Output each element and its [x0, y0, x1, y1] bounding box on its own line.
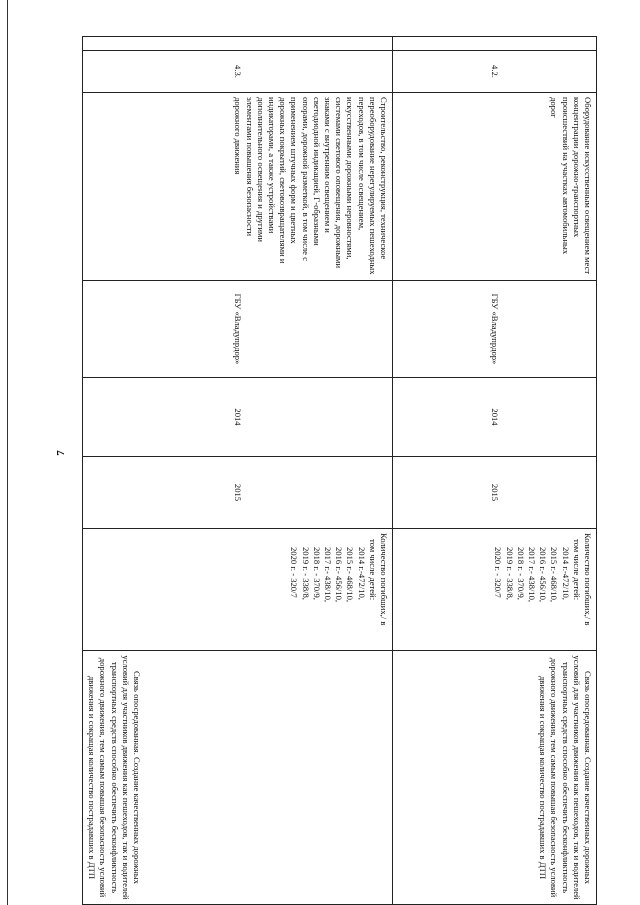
end-year-cell: 2015	[393, 457, 597, 529]
indicator-line: 2015 г.- 468/10,	[549, 547, 560, 603]
executor-cell: ГБУ «Владупрдор»	[393, 281, 597, 378]
effect-cell: Связь опосредованная. Создание качественных дорожных условий для участников движения как пешеходов, так и водителей транспортных средств способно обеспечить бесконфликтность дорожного движения, тем самым повышая безопасность условий движения и сокращая количество пострадавших в ДТП	[83, 651, 393, 905]
row-number: 4.2.	[393, 51, 597, 93]
start-year-cell: 2014	[83, 378, 393, 457]
indicator-line: 2016 г.- 456/10,	[538, 547, 549, 603]
edge-cell	[83, 37, 393, 51]
table-row	[83, 37, 393, 905]
indicator-line: 2017 г.- 438/10,	[526, 547, 537, 603]
indicator-line: 2020 г. - 320/7	[289, 547, 300, 598]
indicator-line: 2018 г. - 370/9,	[515, 547, 526, 600]
edge-cell	[393, 37, 597, 51]
indicator-line: 2014 г.-472/10,	[356, 547, 367, 600]
row-number: 4.3.	[83, 51, 393, 93]
indicator-cell	[393, 529, 597, 651]
scan-edge-line	[7, 0, 8, 905]
start-year-cell: 2014	[393, 378, 597, 457]
indicator-line: Количество погибших,/ в	[583, 533, 593, 626]
indicator-line: 2018 г. - 370/9,	[311, 547, 322, 600]
measure-cell: Строительство, реконструкция, техническое переоборудование нерегулируемых пешеходных переходов, в том числе освещением, искусственными дорожными неровностями, системами светового оповещения, дорожными знаками с внутренним освещением и светодиодной индикацией, Г-образными опорами, дорожной разметкой, в том числе с применением штучных форм и цветных дорожных покрытий, световозвращателями и индикаторами, а также устройствами дополнительного освещения и другими элементами повышения безопасности дорожного движения	[83, 93, 393, 281]
indicator-line: 2015 г.- 468/10,	[345, 547, 356, 603]
indicator-line: 2019 г. - 338/8,	[300, 547, 311, 600]
executor-cell: ГБУ «Владупрдор»	[83, 281, 393, 378]
indicator-line: Количество погибших,/ в	[379, 533, 389, 626]
indicator-line: 2016 г.- 456/10,	[334, 547, 345, 603]
indicator-line: том числе детей:	[367, 539, 378, 601]
indicator-line: 2019 г. - 338/8,	[504, 547, 515, 600]
indicator-line: 2014 г.-472/10,	[560, 547, 571, 600]
rotated-table-sheet	[77, 36, 597, 904]
indicator-line: 2017 г.- 438/10,	[322, 547, 333, 603]
table-row	[393, 37, 597, 905]
measure-cell: Оборудование искусственным освещением мест концентрации дорожно-транспортных происшествий на участках автомобильных дорог	[393, 93, 597, 281]
indicator-line: 2020 г. - 320/7	[493, 547, 504, 598]
effect-cell: Связь опосредованная. Создание качественных дорожных условий для участников движения как пешеходов, так и водителей транспортных средств способно обеспечить бесконфликтность дорожного движения, тем самым повышая безопасность условий движения и сокращая количество пострадавших в ДТП	[393, 651, 597, 905]
indicator-line: том числе детей:	[571, 539, 582, 601]
page-number: 7	[54, 450, 67, 456]
end-year-cell: 2015	[83, 457, 393, 529]
measures-table	[82, 36, 597, 905]
indicator-cell	[83, 529, 393, 651]
